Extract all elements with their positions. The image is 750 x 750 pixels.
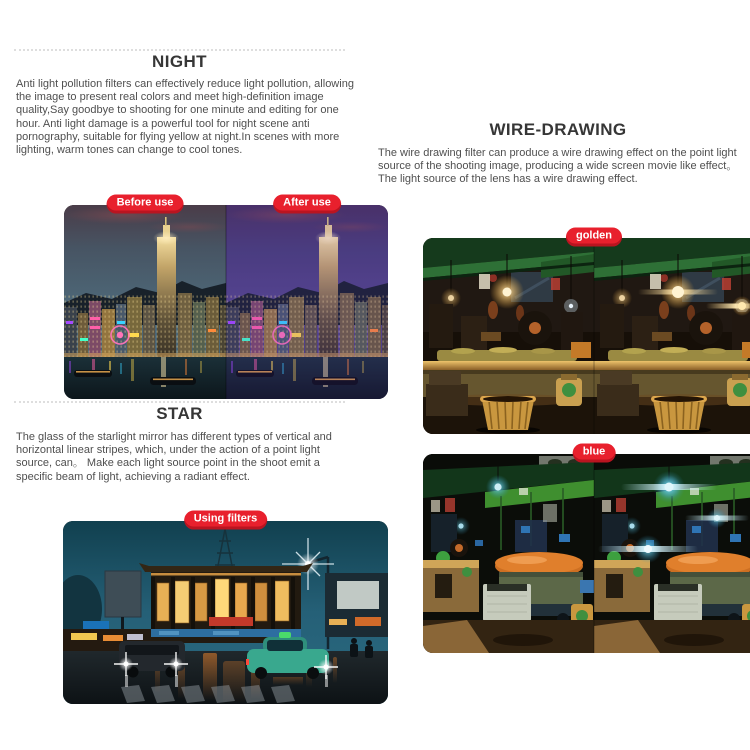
night-street-illustration bbox=[63, 521, 388, 704]
night-section-heading: NIGHT bbox=[152, 52, 207, 71]
night-comparison-image bbox=[64, 196, 388, 399]
blue-photo-frame bbox=[423, 454, 750, 653]
section-divider-top bbox=[14, 49, 345, 51]
golden-market-illustration bbox=[423, 238, 750, 434]
star-example-image bbox=[63, 512, 388, 704]
after-use-badge: After use bbox=[273, 195, 341, 214]
blue-market-illustration bbox=[423, 454, 750, 653]
star-section-description: The glass of the starlight mirror has different types of vertical and horizontal linear stripes, which, under the action of a point light source, can。 Make each light source point in the shoot emit a specific beam of light, achieving a radiant effect. bbox=[16, 431, 332, 483]
blue-badge: blue bbox=[573, 444, 616, 463]
star-section-heading: STAR bbox=[156, 404, 203, 423]
night-section-description: Anti light pollution filters can effectively reduce light pollution, allowing the image to present real colors and meet high-definition image quality,Say goodbye to shooting for one minute and editing for one hour. Anti light damage is a powerful tool for night scene anti pornography, suitable for flying yellow at night.In scenes with more lighting, warm tones can change to cool tones. bbox=[16, 78, 354, 156]
golden-badge: golden bbox=[566, 228, 622, 247]
wire-drawing-section-heading: WIRE-DRAWING bbox=[489, 120, 627, 139]
wire-drawing-section-description: The wire drawing filter can produce a wire drawing effect on the point light source of the shooting image, producing a wide screen movie like effect。 The light source of the lens has a wire drawing effect. bbox=[378, 147, 738, 186]
hongkong-skyline-illustration bbox=[64, 205, 388, 399]
using-filters-badge: Using filters bbox=[184, 511, 268, 530]
night-photo-frame bbox=[64, 205, 388, 399]
golden-photo-frame bbox=[423, 238, 750, 434]
section-divider-star bbox=[14, 401, 345, 403]
blue-example-image bbox=[423, 445, 750, 653]
star-photo-frame bbox=[63, 521, 388, 704]
golden-example-image bbox=[423, 229, 750, 434]
before-use-badge: Before use bbox=[107, 195, 184, 214]
